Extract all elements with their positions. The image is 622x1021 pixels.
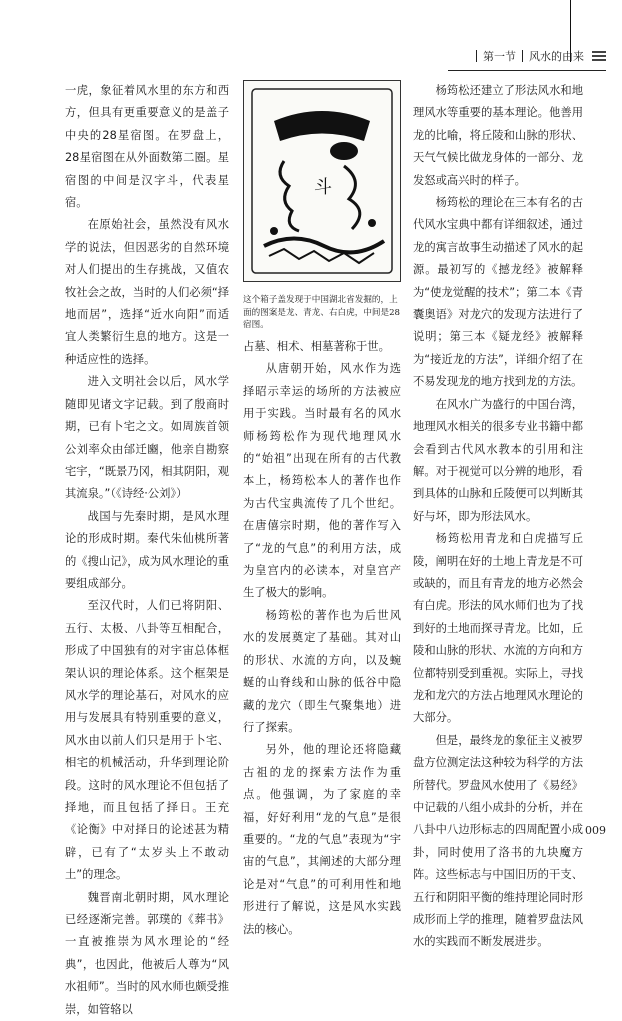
header-menu-icon bbox=[592, 49, 606, 63]
paragraph: 在原始社会，虽然没有风水学的说法，但因恶劣的自然环境对人们提出的生存挑战，又值农牧社会之故，当时的人们必须“择地而居”，选择“近水向阳”而适宜人类繁衍生息的地方。这是一种适应性的选择。 bbox=[65, 218, 230, 366]
paragraph: 在风水广为盛行的中国台湾，地理风水相关的很多专业书籍中都会看到古代风水教本的引用和注解。对于视觉可以分辨的地形，看到具体的山脉和丘陵便可以判断其好与坏，即为形法风水。 bbox=[413, 397, 583, 523]
header-title: 风水的由来 bbox=[529, 50, 584, 63]
text-column-right bbox=[413, 80, 583, 954]
header-rule bbox=[448, 70, 606, 71]
text-column-middle bbox=[243, 336, 401, 941]
paragraph: 至汉代时，人们已将阴阳、五行、太极、八卦等互相配合，形成了中国独有的对宇宙总体框架认识的理论体系。这个框架是风水学的理论基石，对风水的应用与发展具有特别重要的意义，风水由以前人们只是用于卜宅、相宅的机械活动，升华到理论阶段。这时的风水理论不但包括了择地，而且包括了择日。王充《论衡》中对择日的论述甚为精辟，已有了“太岁头上不敢动土”的理念。 bbox=[65, 599, 229, 882]
box-lid-illustration bbox=[244, 81, 400, 281]
page-number: 009 bbox=[585, 824, 606, 837]
paragraph: 但是，最终龙的象征主义被罗盘方位测定法这种较为科学的方法所替代。罗盘风水使用了《易经》中记载的八组小成卦的分析，并在八卦中八边形标志的四周配置小成卦，同时使用了洛书的九块魔方阵。这些标志与中国旧历的干支、五行和阴阳平衡的维持理论同时形成形而上学的推理，随着罗盘法风水的实践而不断发展进步。 bbox=[413, 733, 583, 949]
paragraph: 从唐朝开始，风水作为选择昭示幸运的场所的方法被应用于实践。当时最有名的风水师杨筠松作为现代地理风水的“始祖”出现在所有的古代教本上，杨筠松本人的著作也作为古代宝典流传了几个世纪。在唐僖宗时期，他的著作写入了“龙的气息”的利用方法，成为皇宫内的必读本，对皇宫产生了极大的影响。 bbox=[243, 362, 401, 600]
header-separator bbox=[476, 50, 477, 62]
svg-text:斗: 斗 bbox=[314, 177, 332, 198]
running-header bbox=[470, 46, 606, 66]
paragraph: 魏晋南北朝时期，风水理论已经逐渐完善。郭璞的《葬书》一直被推崇为风水理论的“经典”，也因此，他被后人尊为“风水祖师”。当时的风水师也颇受推崇，如管辂以 bbox=[65, 890, 230, 1016]
figure-box-lid-illustration bbox=[243, 80, 401, 282]
paragraph: 一虎，象征着风水里的东方和西方，但具有更重要意义的是盖子中央的28星宿图。在罗盘上，28星宿图在从外面数第二圈。星宿图的中间是汉字斗，代表星宿。 bbox=[65, 84, 229, 210]
paragraph: 杨筠松还建立了形法风水和地理风水等重要的基本理论。他善用龙的比喻，将丘陵和山脉的形状、天气气候比做龙身体的一部分、龙发怒或高兴时的样子。 bbox=[413, 84, 583, 187]
figure-caption: 这个箱子盖发现于中国湖北省发掘的，上面的图案是龙、青龙、右白虎，中间是28宿图。 bbox=[243, 295, 401, 330]
paragraph: 占墓、相术、相墓著称于世。 bbox=[243, 340, 390, 353]
paragraph: 杨筠松的理论在三本有名的古代风水宝典中都有详细叙述，通过龙的寓言故事生动描述了风水的起源。最初写的《撼龙经》被解释为“使龙觉醒的技术”；第二本《青囊奥语》对龙穴的发现方法进行了说明；第三本《疑龙经》被解释为“接近龙的方法”，详细介绍了在不易发现龙的地方找到龙的方法。 bbox=[413, 196, 583, 389]
header-section: 第一节 bbox=[483, 50, 516, 63]
paragraph: 战国与先秦时期，是风水理论的形成时期。秦代朱仙桃所著的《搜山记》，成为风水理论的重要组成部分。 bbox=[65, 509, 229, 590]
text-column-left bbox=[65, 80, 229, 1021]
paragraph: 进入文明社会以后，风水学随即见诸文字记载。到了殷商时期，已有卜宅之文。如周族首领公刘率众由邰迁豳，他亲自勘察宅宇，“既景乃冈，相其阴阳，观其流泉。”（《诗经·公刘》） bbox=[65, 375, 230, 501]
paragraph: 杨筠松用青龙和白虎描写丘陵，阐明在好的土地上青龙是不可或缺的，而且有青龙的地方必然会有白虎。形法的风水师们也为了找到好的土地而探寻青龙。比如，丘陵和山脉的形状、水流的方向和方位都特别受到重视。实际上，寻找龙和龙穴的方法占地理风水理论的大部分。 bbox=[413, 532, 583, 725]
paragraph: 另外，他的理论还将隐藏古祖的龙的探索方法作为重点。他强调，为了家庭的幸福，好好利用“龙的气息”是很重要的。“龙的气息”表现为“宇宙的气息”，其阐述的大部分理论是对“气息”的可利用性和地形进行了解说，这是风水实践法的核心。 bbox=[243, 743, 401, 936]
paragraph: 杨筠松的著作也为后世风水的发展奠定了基础。其对山的形状、水流的方向，以及蜿蜒的山脊线和山脉的低谷中隐藏的龙穴（即生气聚集地）进行了探索。 bbox=[243, 608, 401, 734]
header-separator bbox=[522, 50, 523, 62]
